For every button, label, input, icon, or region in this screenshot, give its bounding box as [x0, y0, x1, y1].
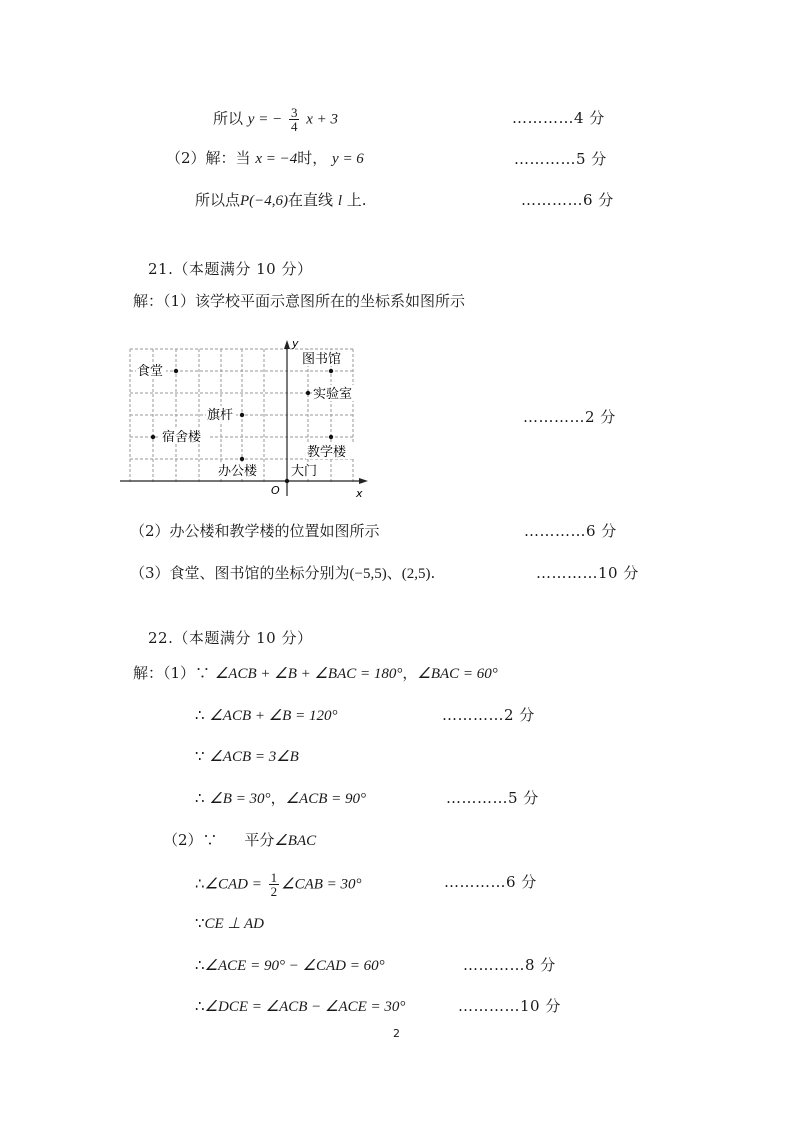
s22-p6-fraction — [269, 871, 280, 898]
s22-p8-score: …………8 分 — [463, 956, 556, 974]
therefore-symbol: ∴ — [195, 956, 205, 974]
s22-p5 — [163, 830, 316, 851]
s21-line1: 解：（1）该学校平面示意图所在的坐标系如图所示 — [133, 292, 466, 310]
s22-p3 — [195, 746, 299, 767]
s21-line3-end: . — [430, 564, 436, 582]
s20-line1-eq-rhs: x + 3 — [306, 111, 339, 128]
fraction-numerator: 3 — [290, 105, 298, 120]
s21-line3-coord1: (−5,5) — [349, 566, 387, 582]
s20-line3-mid: 在直线 — [288, 191, 334, 209]
origin-label: O — [271, 484, 280, 497]
s22-p5-text: 平分 — [244, 831, 275, 849]
s22-p4-comma: ， — [270, 789, 286, 807]
therefore-symbol: ∴ — [195, 997, 205, 1015]
office-point — [240, 457, 244, 461]
s22-p1-eq1: ∠ACB + ∠B + ∠BAC = 180° — [214, 666, 403, 682]
s22-p9-score: …………10 分 — [458, 997, 561, 1015]
therefore-symbol: ∴ — [195, 706, 205, 724]
s22-p7 — [195, 913, 264, 934]
s21-line3 — [130, 563, 435, 584]
s22-p9-eq: ∠DCE = ∠ACB − ∠ACE = 30° — [204, 999, 406, 1015]
s21-line3-prefix: （3）食堂、图书馆的坐标分别为 — [130, 564, 350, 582]
x-axis-label: x — [356, 487, 363, 500]
s22-p5-prefix: （2） — [163, 831, 203, 849]
s22-p1 — [133, 663, 498, 684]
s20-line1-eq-lhs: y = − — [247, 111, 283, 128]
s22-p4-eq2: ∠ACB = 90° — [285, 791, 366, 807]
therefore-symbol: ∴ — [195, 874, 205, 893]
s20-line2-score: …………5 分 — [514, 150, 607, 168]
s20-line2-mid: 时， — [297, 149, 328, 167]
canteen-label: 食堂 — [137, 364, 164, 379]
s22-p6-lhs: ∠CAD = — [204, 876, 262, 893]
s20-line3-point: P(−4,6) — [240, 193, 289, 209]
s20-line3-prefix: 所以点 — [195, 191, 241, 209]
lab-point — [306, 391, 310, 395]
teaching-point — [329, 435, 333, 439]
s22-heading: 22.（本题满分 10 分） — [148, 629, 313, 647]
fraction-denominator: 4 — [290, 119, 298, 134]
x-axis-arrow — [359, 478, 368, 484]
lab-label: 实验室 — [313, 387, 353, 402]
s22-p6 — [195, 871, 362, 898]
s22-p2-score: …………2 分 — [442, 706, 535, 724]
library-label: 图书馆 — [302, 352, 342, 367]
s22-p4-score: …………5 分 — [446, 789, 539, 807]
teaching-label: 教学楼 — [307, 445, 347, 460]
s20-line1-prefix: 所以 — [213, 109, 244, 128]
because-symbol: ∵ — [202, 831, 218, 849]
office-label: 办公楼 — [218, 464, 258, 479]
s20-line3-score: …………6 分 — [521, 191, 614, 209]
s21-line3-coord2: (2,5) — [401, 566, 431, 582]
s22-p1-eq2: ∠BAC = 60° — [417, 666, 498, 682]
page-number: 2 — [393, 1027, 400, 1040]
s22-p1-comma: ， — [402, 664, 418, 682]
fraction-denominator: 2 — [270, 884, 278, 899]
therefore-symbol: ∴ — [195, 789, 205, 807]
s22-p8-eq: ∠ACE = 90° − ∠CAD = 60° — [204, 958, 385, 974]
s22-p4 — [195, 788, 366, 809]
s21-line2: （2）办公楼和教学楼的位置如图所示 — [130, 522, 380, 540]
gate-label: 大门 — [291, 464, 318, 479]
because-symbol: ∵ — [195, 747, 205, 765]
school-map-figure — [0, 0, 794, 520]
s21-score1: …………2 分 — [523, 408, 616, 426]
dormitory-label: 宿舍楼 — [162, 430, 202, 445]
s22-p3-eq: ∠ACB = 3∠B — [209, 749, 299, 765]
s20-line3-line-name: l — [337, 193, 343, 209]
s20-line2-result: y = 6 — [332, 151, 364, 167]
s21-score3: …………10 分 — [536, 564, 639, 582]
s20-line2-cond: x = −4 — [255, 151, 298, 167]
s22-p9 — [195, 996, 405, 1017]
s21-score2: …………6 分 — [524, 522, 617, 540]
dormitory-point — [151, 435, 155, 439]
because-symbol: ∵ — [195, 664, 211, 682]
s22-p7-eq: CE ⊥ AD — [204, 916, 265, 932]
s20-line1-score: …………4 分 — [512, 109, 605, 127]
y-axis-arrow — [284, 340, 290, 349]
s22-p6-score: …………6 分 — [444, 873, 537, 891]
fraction-numerator: 1 — [270, 870, 278, 885]
s22-p8 — [195, 955, 385, 976]
flagpole-label: 旗杆 — [207, 408, 234, 423]
because-symbol: ∵ — [195, 914, 205, 932]
y-axis-label: y — [292, 337, 299, 350]
s22-p4-eq1: ∠B = 30° — [209, 791, 271, 807]
s22-p5-eq: ∠BAC — [274, 833, 317, 849]
s21-heading: 21.（本题满分 10 分） — [148, 260, 313, 278]
s20-line3-suffix: 上. — [346, 191, 367, 209]
gate-point — [285, 479, 289, 483]
s22-p2 — [195, 705, 337, 726]
s22-p6-rhs: ∠CAB = 30° — [281, 876, 362, 893]
flagpole-point — [240, 413, 244, 417]
s22-p2-eq: ∠ACB + ∠B = 120° — [209, 708, 338, 724]
library-point — [329, 369, 333, 373]
canteen-point — [174, 369, 178, 373]
s22-p1-prefix: 解：（1） — [133, 664, 196, 682]
s20-line2-prefix: （2）解：当 — [166, 149, 251, 167]
s21-line3-sep: 、 — [386, 564, 402, 582]
